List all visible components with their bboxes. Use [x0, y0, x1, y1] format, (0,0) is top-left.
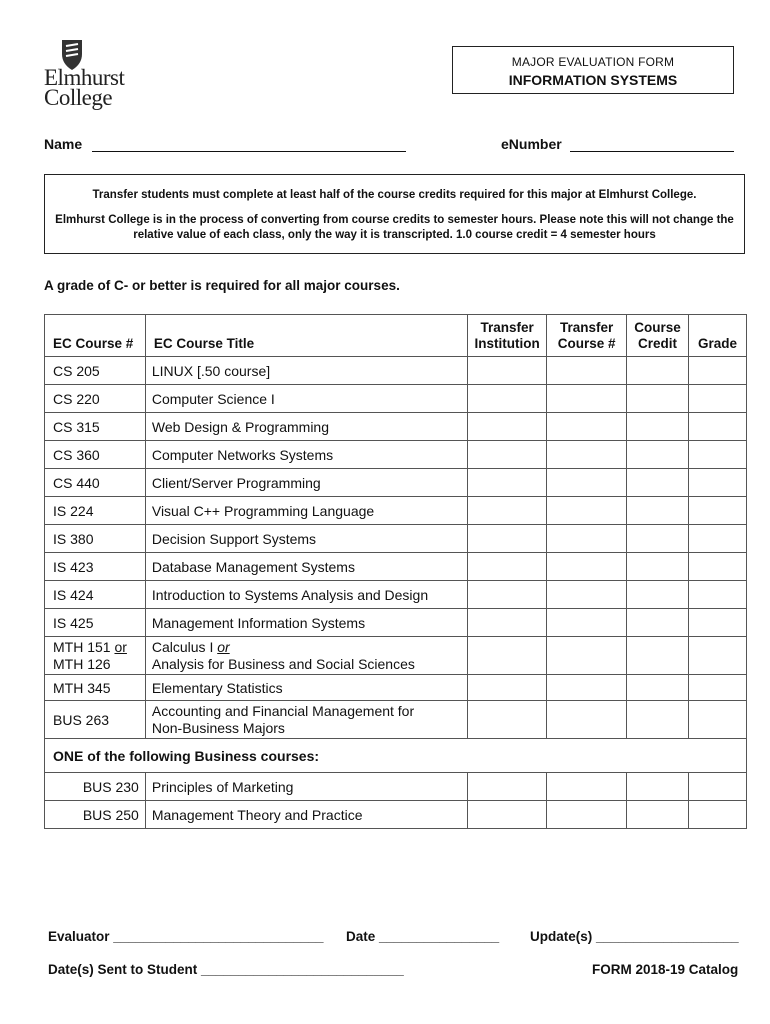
table-row	[45, 801, 747, 829]
table-row	[45, 385, 747, 413]
notice-line-2: Elmhurst College is in the process of converting from course credits to semester hours. Please note this will not change the relative value of each class, only the way it is transcripted. 1.0 course credit = 4 semester hours	[55, 214, 734, 241]
table-section-row	[45, 739, 747, 773]
course-code: BUS 263	[45, 701, 146, 739]
col-transfer-institution: Transfer Institution	[468, 315, 547, 357]
table-header-row	[45, 315, 747, 357]
course-title: Introduction to Systems Analysis and Design	[145, 581, 467, 609]
course-code: BUS 250	[45, 801, 146, 829]
notice-line-1: Transfer students must complete at least half of the course credits required for this major at Elmhurst College.	[92, 189, 697, 201]
col-course-num: EC Course #	[45, 315, 146, 357]
course-code: CS 440	[45, 469, 146, 497]
course-title: Client/Server Programming	[145, 469, 467, 497]
table-row	[45, 413, 747, 441]
table-row	[45, 773, 747, 801]
logo-wordmark	[44, 65, 125, 110]
course-code: IS 423	[45, 553, 146, 581]
col-transfer-course: Transfer Course #	[547, 315, 627, 357]
table-row	[45, 441, 747, 469]
course-title: Accounting and Financial Management for Non-Business Majors	[145, 701, 467, 739]
course-title: Computer Science I	[145, 385, 467, 413]
form-subtitle: INFORMATION SYSTEMS	[508, 72, 678, 88]
col-course-title: EC Course Title	[145, 315, 467, 357]
course-code: BUS 230	[45, 773, 146, 801]
course-table	[44, 314, 747, 829]
enumber-field	[501, 136, 734, 152]
name-label: Name	[44, 136, 83, 152]
logo-line-1: Elmhurst	[44, 65, 125, 90]
name-field	[44, 136, 406, 152]
table-row	[45, 609, 747, 637]
form-title-box	[452, 46, 734, 94]
enumber-label: eNumber	[501, 136, 562, 152]
course-title: Elementary Statistics	[145, 675, 467, 701]
table-row	[45, 553, 747, 581]
table-row	[45, 525, 747, 553]
col-grade: Grade	[689, 315, 747, 357]
course-code: MTH 151 or MTH 126	[45, 637, 146, 675]
table-row	[45, 357, 747, 385]
course-code: IS 425	[45, 609, 146, 637]
course-title: Computer Networks Systems	[145, 441, 467, 469]
course-title: Principles of Marketing	[145, 773, 467, 801]
course-code: CS 315	[45, 413, 146, 441]
course-title: Visual C++ Programming Language	[145, 497, 467, 525]
logo-line-2: College	[44, 85, 113, 110]
course-title: LINUX [.50 course]	[145, 357, 467, 385]
transfer-notice-box	[44, 174, 745, 254]
section-label: ONE of the following Business courses:	[45, 739, 747, 773]
course-code: CS 205	[45, 357, 146, 385]
form-id: FORM 2018-19 Catalog	[592, 962, 739, 977]
evaluator-field[interactable]: Evaluator ____________________________	[48, 929, 324, 944]
course-code: MTH 345	[45, 675, 146, 701]
table-row-bus263	[45, 701, 747, 739]
table-row	[45, 469, 747, 497]
course-code: IS 380	[45, 525, 146, 553]
course-title: Management Information Systems	[145, 609, 467, 637]
table-row	[45, 675, 747, 701]
course-code: CS 220	[45, 385, 146, 413]
course-title: Database Management Systems	[145, 553, 467, 581]
course-title: Web Design & Programming	[145, 413, 467, 441]
col-course-credit: Course Credit	[627, 315, 689, 357]
enumber-input-line[interactable]	[570, 138, 734, 152]
course-title: Management Theory and Practice	[145, 801, 467, 829]
form-title: MAJOR EVALUATION FORM	[511, 55, 675, 69]
table-row	[45, 581, 747, 609]
course-code: CS 360	[45, 441, 146, 469]
course-code: IS 424	[45, 581, 146, 609]
table-row-mth	[45, 637, 747, 675]
table-row	[45, 497, 747, 525]
updates-field[interactable]: Update(s) ___________________	[530, 929, 739, 944]
course-title: Decision Support Systems	[145, 525, 467, 553]
date-field[interactable]: Date ________________	[346, 929, 500, 944]
date-sent-field[interactable]: Date(s) Sent to Student ___________________________	[48, 962, 404, 977]
course-title: Calculus I or Analysis for Business and Social Sciences	[145, 637, 467, 675]
name-input-line[interactable]	[92, 138, 406, 152]
grade-requirement: A grade of C- or better is required for all major courses.	[44, 278, 400, 293]
course-code: IS 224	[45, 497, 146, 525]
